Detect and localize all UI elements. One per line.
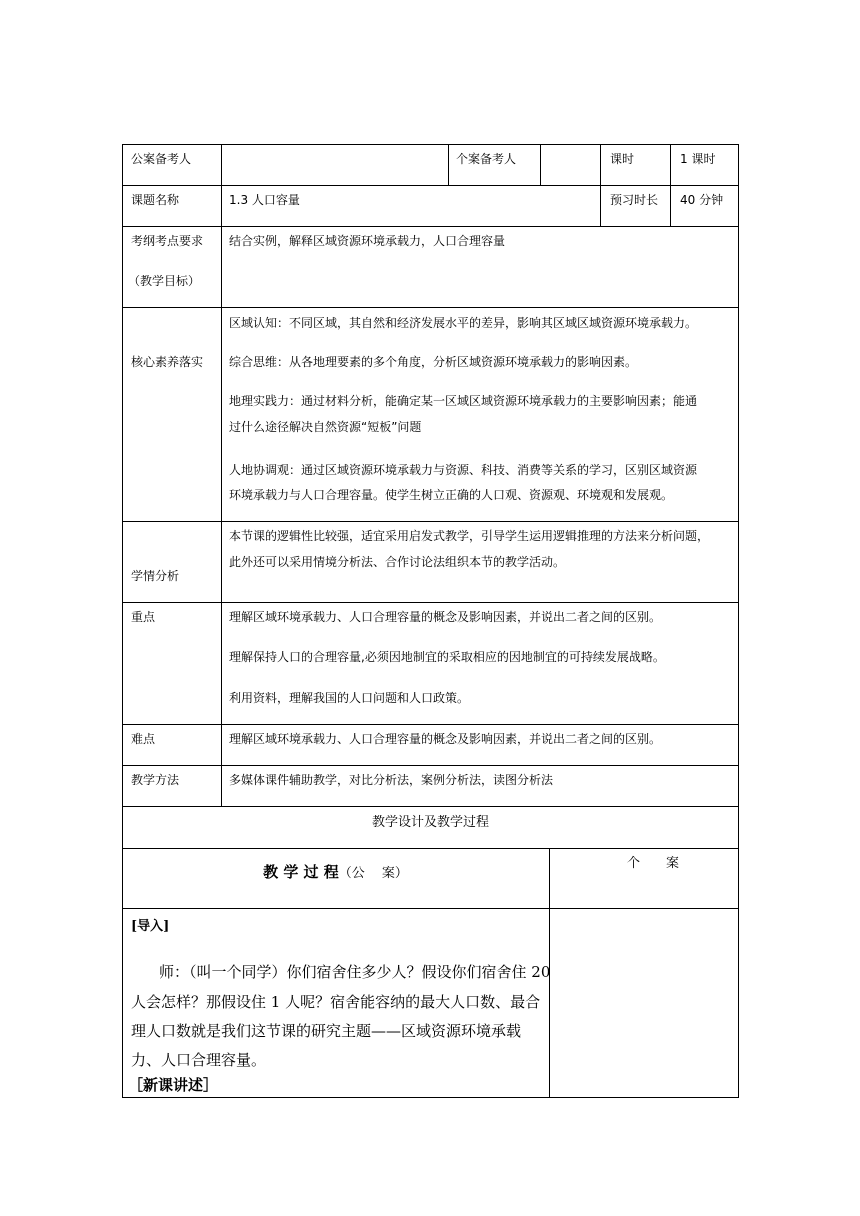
student-analysis-label: 学情分析 xyxy=(131,569,180,583)
key-points-line: 理解区域环境承载力、人口合理容量的概念及影响因素，并说出二者之间的区别。 xyxy=(229,610,662,624)
table-border xyxy=(670,144,671,226)
core-literacy-line: 环境承载力与人口合理容量。使学生树立正确的人口观、资源观、环境观和发展观。 xyxy=(229,488,674,502)
table-border xyxy=(540,144,541,185)
table-border xyxy=(122,806,739,807)
table-border xyxy=(122,144,739,145)
core-literacy-line: 综合思维：从各地理要素的多个角度，分析区域资源环境承载力的影响因素。 xyxy=(229,355,638,369)
period-label: 课时 xyxy=(610,152,635,166)
methods-text: 多媒体课件辅助教学，对比分析法，案例分析法，读图分析法 xyxy=(229,773,554,787)
table-border xyxy=(122,602,739,603)
student-analysis-line: 此外还可以采用情境分析法、合作讨论法组织本节的教学活动。 xyxy=(229,555,566,569)
period-value: 1 课时 xyxy=(680,152,716,166)
table-border xyxy=(122,724,739,725)
intro-line: 人会怎样？那假设住 1 人呢？宿舍能容纳的最大人口数、最合 xyxy=(131,993,541,1011)
preview-label: 预习时长 xyxy=(610,193,659,207)
core-literacy-line: 地理实践力：通过材料分析，能确定某一区域区域资源环境承载力的主要影响因素；能通 xyxy=(229,394,698,408)
key-points-line: 利用资料，理解我国的人口问题和人口政策。 xyxy=(229,691,470,705)
key-points-line: 理解保持人口的合理容量,必须因地制宜的采取相应的因地制宜的可持续发展战略。 xyxy=(229,650,665,664)
topic-label: 课题名称 xyxy=(131,193,180,207)
topic-value: 1.3 人口容量 xyxy=(229,193,300,207)
core-literacy-label: 核心素养落实 xyxy=(131,355,204,369)
table-border xyxy=(448,144,449,185)
table-border xyxy=(122,144,123,1098)
individual-case-header: 个 案 xyxy=(627,856,680,871)
intro-line: 力、人口合理容量。 xyxy=(131,1051,267,1069)
objectives-label-sub: （教学目标） xyxy=(128,274,201,288)
table-border xyxy=(122,765,739,766)
difficulties-label: 难点 xyxy=(131,732,156,746)
table-border xyxy=(122,185,739,186)
public-prep-label: 公案备考人 xyxy=(131,152,192,166)
individual-case-notes[interactable] xyxy=(550,909,738,1097)
intro-heading: [导入] xyxy=(131,919,170,934)
table-border xyxy=(122,226,739,227)
table-border xyxy=(122,1097,739,1098)
process-title xyxy=(122,862,549,884)
table-border xyxy=(738,144,739,1098)
new-lesson-heading: ［新课讲述］ xyxy=(128,1076,219,1094)
objectives-label: 考纲考点要求 xyxy=(131,234,204,248)
intro-line: 理人口数就是我们这节课的研究主题——区域资源环境承载 xyxy=(131,1022,522,1040)
core-literacy-line: 区域认知：不同区域，其自然和经济发展水平的差异，影响其区域区域资源环境承载力。 xyxy=(229,316,698,330)
core-literacy-line: 人地协调观：通过区域资源环境承载力与资源、科技、消费等关系的学习，区别区域资源 xyxy=(229,463,698,477)
table-border xyxy=(122,521,739,522)
individual-prep-label: 个案备考人 xyxy=(456,152,517,166)
intro-line: 师：（叫一个同学）你们宿舍住多少人？假设你们宿舍住 20 xyxy=(159,963,551,981)
design-title: 教学设计及教学过程 xyxy=(371,815,489,830)
process-title-paren: （公 案） xyxy=(338,866,408,881)
process-title-main: 教 学 过 程 xyxy=(263,863,339,881)
table-border xyxy=(122,848,739,849)
methods-label: 教学方法 xyxy=(131,773,180,787)
core-literacy-line: 过什么途径解决自然资源“短板”问题 xyxy=(229,420,422,434)
table-border xyxy=(221,144,222,806)
preview-value: 40 分钟 xyxy=(680,193,724,207)
difficulties-text: 理解区域环境承载力、人口合理容量的概念及影响因素，并说出二者之间的区别。 xyxy=(229,732,662,746)
key-points-label: 重点 xyxy=(131,610,156,624)
objectives-text: 结合实例，解释区域资源环境承载力，人口合理容量 xyxy=(229,234,506,248)
table-border xyxy=(600,144,601,226)
table-border xyxy=(122,307,739,308)
student-analysis-line: 本节课的逻辑性比较强，适宜采用启发式教学，引导学生运用逻辑推理的方法来分析问题， xyxy=(229,529,710,543)
